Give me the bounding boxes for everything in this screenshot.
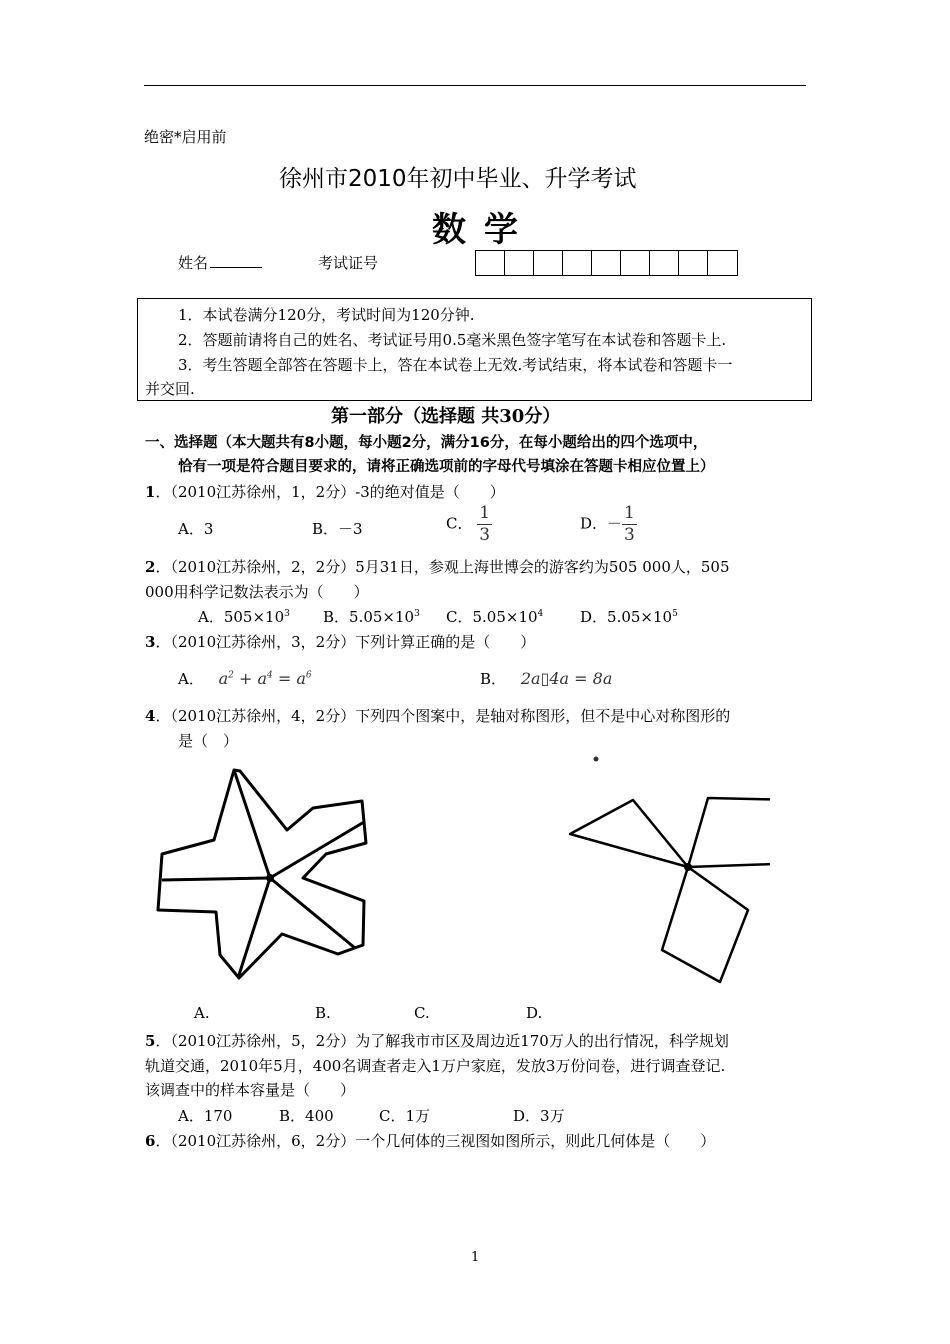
fraction bbox=[622, 505, 637, 544]
notice-line: 1．本试卷满分120分，考试时间为120分钟. bbox=[178, 306, 475, 324]
option-c: C．1万 bbox=[379, 1107, 431, 1125]
fraction-numerator: 1 bbox=[624, 503, 635, 523]
option-text: C．5.05×10 bbox=[446, 608, 538, 626]
part1-instructions: 一、选择题（本大题共有8小题，每小题2分，满分16分，在每小题给出的四个选项中， bbox=[145, 435, 708, 451]
id-box bbox=[505, 251, 534, 275]
exponent: 5 bbox=[672, 609, 678, 619]
id-box bbox=[563, 251, 592, 275]
id-label: 考试证号 bbox=[318, 254, 379, 272]
option-a: A．3 bbox=[178, 520, 214, 538]
exponent: 3 bbox=[284, 609, 290, 619]
option-b: B．400 bbox=[279, 1107, 334, 1125]
question-text: 000用科学记数法表示为（ ） bbox=[145, 583, 369, 601]
question-number: 2 bbox=[145, 558, 156, 576]
part1-title: 第一部分（选择题 共30分） bbox=[331, 406, 561, 427]
option-label: D．－ bbox=[580, 514, 623, 533]
exponent: 4 bbox=[537, 609, 544, 619]
notice-line: 2．答题前请将自己的姓名、考试证号用0.5毫米黑色签字笔写在本试卷和答题卡上. bbox=[178, 331, 727, 349]
question-6 bbox=[145, 1130, 715, 1151]
question-5 bbox=[145, 1030, 729, 1051]
id-box bbox=[592, 251, 621, 275]
question-text: 是（ ） bbox=[178, 732, 239, 750]
option-b bbox=[323, 606, 420, 627]
three-rhombus-figure bbox=[570, 798, 770, 982]
name-blank bbox=[210, 253, 262, 268]
fraction-numerator: 1 bbox=[479, 503, 491, 523]
question-text: ．（2010江苏徐州，3，2分）下列计算正确的是（ ） bbox=[155, 633, 536, 651]
question-3 bbox=[145, 631, 535, 652]
id-box bbox=[534, 251, 563, 275]
cross-star-figure bbox=[158, 770, 366, 978]
question-1 bbox=[145, 481, 505, 502]
question-2 bbox=[145, 556, 730, 577]
notice-line: 并交回. bbox=[145, 380, 195, 398]
id-number-boxes bbox=[475, 250, 738, 276]
name-field bbox=[178, 252, 262, 273]
option-label: C． bbox=[446, 514, 473, 533]
option-d bbox=[580, 505, 637, 544]
question-number: 3 bbox=[145, 633, 156, 651]
question-text: ．（2010江苏徐州，5，2分）为了解我市市区及周边近170万人的出行情况，科学规划 bbox=[155, 1032, 729, 1050]
question-number: 1 bbox=[145, 483, 156, 501]
center-dot bbox=[266, 874, 274, 882]
option-b bbox=[480, 668, 612, 689]
fraction bbox=[477, 505, 492, 544]
page-number: 1 bbox=[471, 1250, 480, 1265]
option-c: C. bbox=[414, 1004, 430, 1022]
fraction-denominator: 3 bbox=[479, 525, 491, 545]
question-text: ．（2010江苏徐州，2，2分）5月31日，参观上海世博会的游客约为505 000人，505 bbox=[155, 558, 730, 576]
question-text: 轨道交通，2010年5月，400名调查者走入1万户家庭，发放3万份问卷，进行调查登记. bbox=[145, 1057, 726, 1075]
question-text: ．（2010江苏徐州，4，2分）下列四个图案中，是轴对称图形，但不是中心对称图形的 bbox=[155, 707, 731, 725]
name-label: 姓名 bbox=[178, 254, 209, 272]
option-label: B． bbox=[480, 670, 507, 688]
option-text: B．5.05×10 bbox=[323, 608, 415, 626]
question-text: 该调查中的样本容量是（ ） bbox=[145, 1081, 356, 1099]
notice-box bbox=[137, 298, 812, 401]
option-a bbox=[198, 606, 290, 627]
speck bbox=[594, 757, 599, 762]
part1-instructions: 恰有一项是符合题目要求的，请将正确选项前的字母代号填涂在答题卡相应位置上） bbox=[178, 459, 715, 475]
option-label: A． bbox=[178, 670, 204, 688]
header-rule bbox=[144, 85, 806, 86]
exponent: 3 bbox=[414, 609, 420, 619]
question-text: ．（2010江苏徐州，1，2分）-3的绝对值是（ ） bbox=[155, 483, 505, 501]
exam-title: 徐州市2010年初中毕业、升学考试 bbox=[279, 166, 637, 192]
math-expression: $a^2 + a^4 = a^6$ bbox=[218, 669, 312, 688]
option-b: B. bbox=[315, 1004, 331, 1022]
option-c bbox=[446, 606, 543, 627]
option-text: D．5.05×10 bbox=[580, 608, 673, 626]
question-number: 6 bbox=[145, 1132, 156, 1150]
option-d: D．3万 bbox=[513, 1107, 565, 1125]
id-box bbox=[476, 251, 505, 275]
id-box bbox=[650, 251, 679, 275]
question-4 bbox=[145, 705, 730, 726]
math-expression: 2a▯4a = 8a bbox=[520, 669, 613, 688]
question-text: ．（2010江苏徐州，6，2分）一个几何体的三视图如图所示，则此几何体是（ ） bbox=[155, 1132, 716, 1150]
option-a bbox=[178, 668, 312, 689]
option-d bbox=[580, 606, 678, 627]
center-dot bbox=[684, 863, 692, 871]
secret-label: 绝密*启用前 bbox=[144, 128, 227, 146]
notice-line: 3．考生答题全部答在答题卡上，答在本试卷上无效.考试结束，将本试卷和答题卡一 bbox=[178, 356, 733, 374]
id-box bbox=[708, 251, 737, 275]
option-text: A．505×10 bbox=[198, 608, 285, 626]
question-number: 5 bbox=[145, 1032, 156, 1050]
q4-figures bbox=[150, 752, 770, 1002]
question-number: 4 bbox=[145, 707, 156, 725]
fraction-denominator: 3 bbox=[624, 525, 635, 545]
option-a: A．170 bbox=[178, 1107, 233, 1125]
option-c bbox=[446, 505, 492, 544]
option-a: A. bbox=[194, 1004, 210, 1022]
id-box bbox=[679, 251, 708, 275]
option-d: D. bbox=[526, 1004, 543, 1022]
option-b: B．－3 bbox=[312, 520, 363, 538]
id-box bbox=[621, 251, 650, 275]
subject-title: 数学 bbox=[432, 210, 536, 250]
